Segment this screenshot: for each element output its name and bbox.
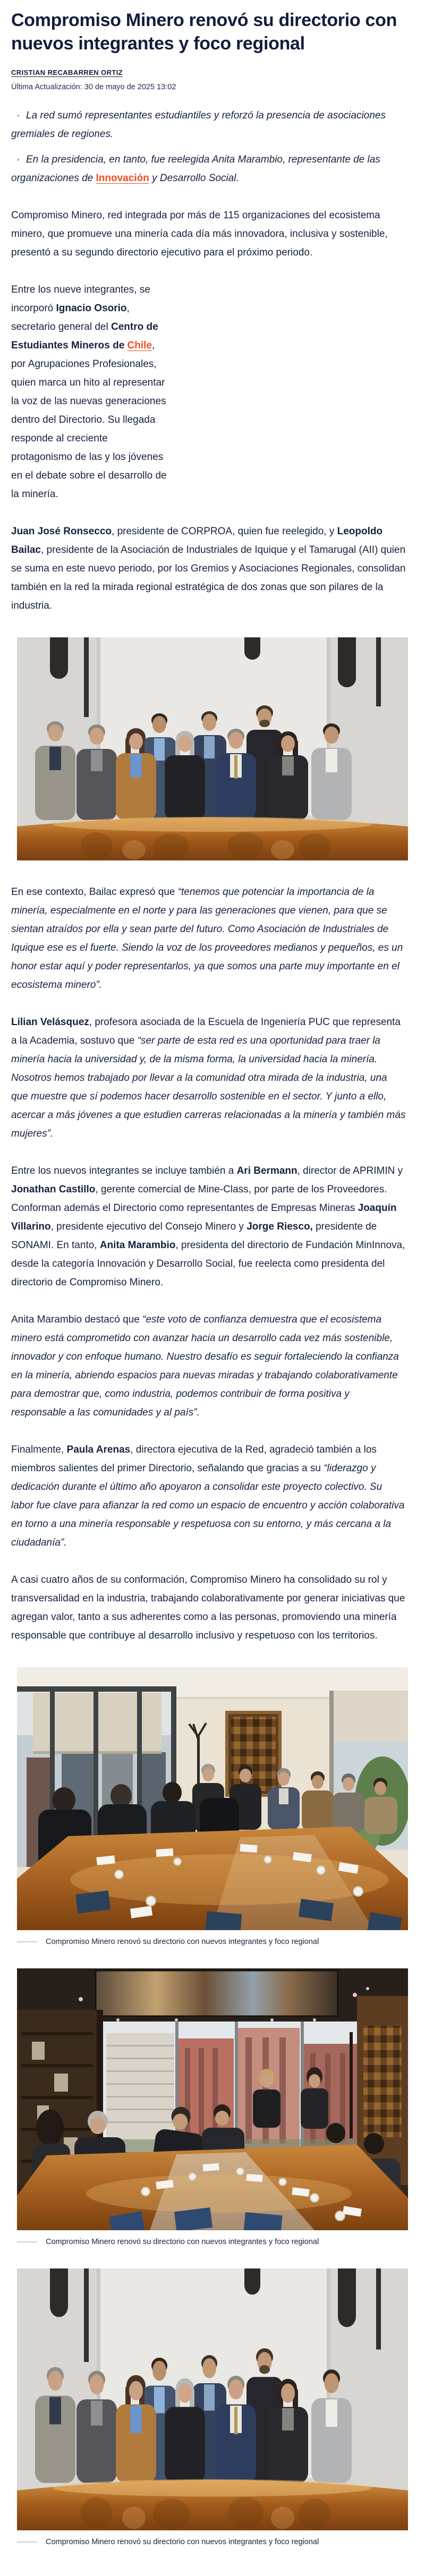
text-segment: “este voto de confianza demuestra que el ecosistema minero está comprometido con avanzar hacia un desarrollo cada vez más sostenible, innovador y con enfoque humano. Nuestro desafío es seguir fortaleciendo la confianza en la minería, abriendo espacios para nuevas miradas y trabajando colaborativamente para demostrar que, como industria, podemos contribuir de forma positiva y responsable a las comunidades y al país”. <box>11 1314 399 1419</box>
paragraph <box>11 522 406 615</box>
link-innovacion[interactable]: Innovación <box>96 173 149 184</box>
text-segment: , presidente de la Asociación de Industriales de Iquique y el Tamarugal (AII) quien se suma en este nuevo periodo, por los Gremios y Asociaciones Regionales, consolidan también en la red la mirada regional estratégica de dos zonas que son pilares de la industria. <box>11 544 406 612</box>
text-segment: Entre los nueve integrantes, se incorporó <box>11 284 150 314</box>
text-segment: Joaquín Villarino <box>11 1202 397 1233</box>
text-segment: Jorge Riesco, <box>246 1221 313 1233</box>
text-segment: , gerente comercial de Mine-Class, por parte de los Proveedores. Conforman además el Directorio como representantes de Empresas Mineras <box>11 1184 387 1214</box>
author-link[interactable]: CRISTIAN RECABARREN ORTIZ <box>11 69 123 77</box>
text-segment: , secretario general del <box>11 303 130 333</box>
text-segment: Paula Arenas <box>66 1444 131 1456</box>
updated-date: Última Actualización: 30 de mayo de 2025 13:02 <box>11 83 176 92</box>
text-segment: A casi cuatro años de su conformación, Compromiso Minero ha consolidado su rol y transversalidad en la industria, trabajando colaborativamente por generar iniciativas que agregan valor, tanto a sus adherentes como a las personas, promoviendo una minería responsable que contribuye al desarrollo inclusivo y respetuoso con los territorios. <box>11 1574 405 1642</box>
text-segment: La red sumó representantes estudiantiles y reforzó la presencia de asociaciones gremiales de regiones. <box>11 110 386 140</box>
text-segment: Ignacio Osorio <box>56 303 127 314</box>
text-segment: “liderazgo y dedicación durante el último año apoyaron a consolidar este proyecto colectivo. Su labor fue clave para afianzar la red como un espacio de encuentro y acción colaborativa en torno a una minería responsable y respetuosa con su entorno, y más cercana a la ciudadanía”. <box>11 1463 405 1549</box>
bullet-marker-icon: ◦ <box>17 155 20 164</box>
paragraph <box>11 1310 406 1422</box>
paragraph <box>11 280 171 504</box>
photo-directorio-group <box>17 637 408 860</box>
caption-dash-icon <box>17 1941 37 1942</box>
figure-caption-text: Compromiso Minero renovó su directorio con nuevos integrantes y foco regional <box>46 2238 319 2247</box>
paragraph <box>11 1440 406 1552</box>
article-intro <box>11 106 406 615</box>
figure-caption <box>17 2538 408 2546</box>
photo-meeting-wide-illustration <box>17 1667 408 1930</box>
caption-dash-icon <box>17 2541 37 2543</box>
figure-caption <box>17 1938 408 1946</box>
text-segment: , directora ejecutiva de la Red, agradeció también a los miembros salientes del primer Directorio, señalando que gracias a su <box>11 1444 377 1474</box>
text-segment: , profesora asociada de la Escuela de Ingeniería PUC que representa a la Academia, sostuvo que <box>11 1017 401 1047</box>
text-segment: y Desarrollo Social. <box>149 173 239 184</box>
link-chile[interactable]: Chile <box>127 340 152 352</box>
text-segment: “ser parte de esta red es una oportunidad para traer la minería hacia la universidad y, de la misma forma, la universidad hacia la minería. Nosotros hemos trabajado por llevar a la comunidad otra mirada de la industria, una que muestre que sí podemos hacer desarrollo sostenible en el sector. Y junto a ello, acercar a más jóvenes a que estudien carreras relacionadas a la minería y también más mujeres”. <box>11 1035 406 1140</box>
text-segment: Leopoldo Bailac <box>11 526 383 556</box>
photo-directorio-group-illustration <box>17 637 408 860</box>
figure-caption-text: Compromiso Minero renovó su directorio con nuevos integrantes y foco regional <box>46 1938 319 1947</box>
page-title: Compromiso Minero renovó su directorio con nuevos integrantes y foco regional <box>11 10 397 54</box>
photo-meeting-window-illustration <box>17 1968 408 2230</box>
article-body <box>11 883 406 1645</box>
text-segment: , director de APRIMIN y <box>297 1165 403 1177</box>
photo-directorio-meeting-wide <box>17 1667 408 1946</box>
bullet-item <box>11 106 406 143</box>
figure-caption-text: Compromiso Minero renovó su directorio con nuevos integrantes y foco regional <box>46 2538 319 2547</box>
text-segment: Anita Marambio <box>99 1240 176 1251</box>
text-segment: Jonathan Castillo <box>11 1184 96 1196</box>
text-segment: Entre los nuevos integrantes se incluye también a <box>11 1165 237 1177</box>
figure-caption <box>17 2238 408 2246</box>
text-segment: Finalmente, <box>11 1444 67 1456</box>
text-segment: , presidente ejecutivo del Consejo Minero y <box>50 1221 247 1233</box>
text-segment: , presidenta del directorio de Fundación MinInnova, desde la categoría Innovación y Desarrollo Social, fue reelecta como presidenta del directorio de Compromiso Minero. <box>11 1240 405 1289</box>
text-segment: “tenemos que potenciar la importancia de la minería, especialmente en el norte y para las generaciones que vienen, para que se sientan atraídos por ella y sean parte del futuro. Como Asociación de Industriales de Iquique ese es el fuerte. Siendo la voz de los proveedores medianos y pequeños, es un honor estar aquí y poder representarlos, ya que somos una parte muy importante en el ecosistema minero”. <box>11 886 403 991</box>
photo-directorio-group-2 <box>17 2268 408 2546</box>
caption-dash-icon <box>17 2241 37 2242</box>
text-segment: En ese contexto, Bailac expresó que <box>11 886 178 898</box>
text-segment: Juan José Ronsecco <box>11 526 112 538</box>
text-segment: Ari Bermann <box>236 1165 298 1177</box>
paragraph <box>11 1571 406 1645</box>
text-segment: Compromiso Minero, red integrada por más de 115 organizaciones del ecosistema minero, que promueve una minería cada día más innovadora, inclusiva y sostenible, presentó a su segundo directorio ejecutivo para el próximo periodo. <box>11 210 388 259</box>
text-segment: Centro de Estudiantes Mineros de <box>11 321 158 352</box>
text-segment: En la presidencia, en tanto, fue reelegida Anita Marambio, representante de las organizaciones de <box>11 154 380 184</box>
text-segment: , presidente de CORPROA, quien fue reelegido, y <box>112 526 337 538</box>
text-segment: Lilian Velásquez <box>11 1017 89 1028</box>
text-segment: , por Agrupaciones Profesionales, quien marca un hito al representar la voz de las nuevas generaciones dentro del Directorio. Su llegada responde al creciente protagonismo de las y los jóvenes en el debate sobre el desarrollo de la minería. <box>11 340 167 500</box>
paragraph <box>11 1013 406 1143</box>
paragraph <box>11 206 406 262</box>
paragraph <box>11 883 406 994</box>
bullet-item <box>11 150 406 187</box>
text-segment: Anita Marambio destacó que <box>11 1314 143 1326</box>
photo-directorio-group-2-illustration <box>17 2268 408 2530</box>
photo-directorio-meeting-window <box>17 1968 408 2246</box>
text-segment: presidente de SONAMI. En tanto, <box>11 1221 377 1251</box>
paragraph <box>11 1162 406 1292</box>
bullet-marker-icon: ◦ <box>17 111 20 120</box>
